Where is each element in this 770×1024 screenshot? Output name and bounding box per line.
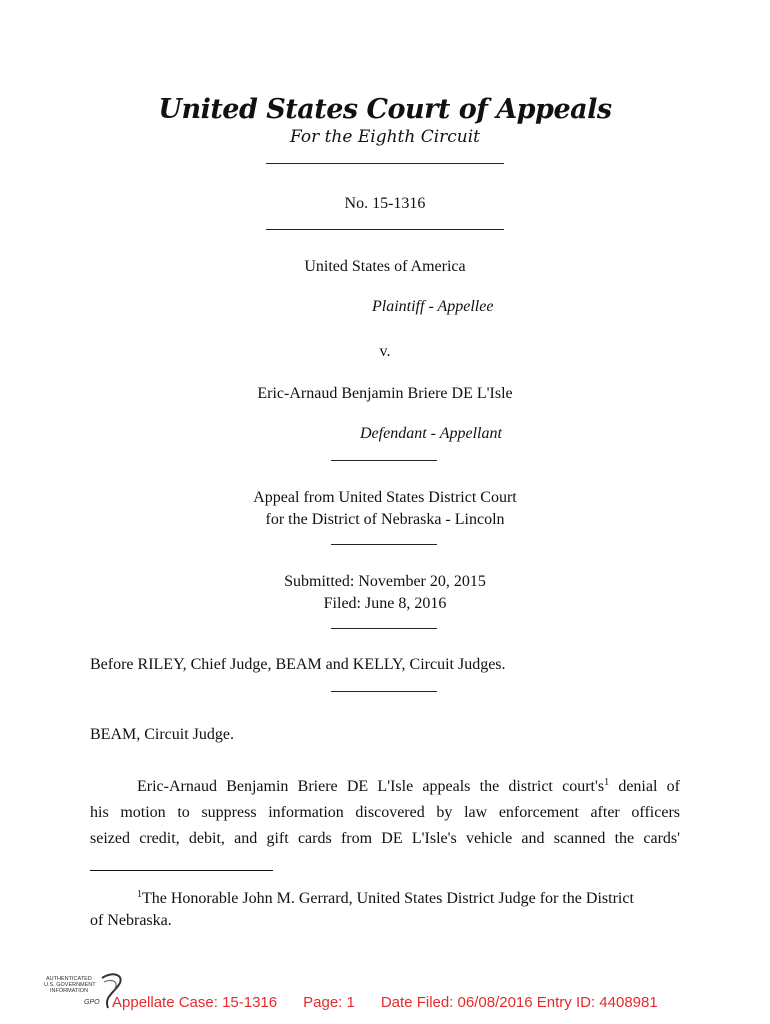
submitted-date: Submitted: November 20, 2015 xyxy=(284,573,486,590)
appeal-line-2: for the District of Nebraska - Lincoln xyxy=(265,511,505,528)
divider xyxy=(331,691,437,692)
opinion-line-2: his motion to suppress information discovered by law enforcement after officers xyxy=(90,804,680,821)
divider xyxy=(331,544,437,545)
versus: v. xyxy=(379,343,391,360)
court-name: United States Court of Appeals xyxy=(158,94,612,125)
plaintiff-role: Plaintiff - Appellee xyxy=(372,298,494,315)
opinion-line-3: seized credit, debit, and gift cards from DE L'Isle's vehicle and scanned the cards' xyxy=(90,830,680,847)
footnote-ref: 1 xyxy=(604,777,610,788)
divider xyxy=(266,163,504,164)
footer-appellate-case: Appellate Case: 15-1316 xyxy=(112,994,278,1011)
circuit-name: For the Eighth Circuit xyxy=(289,127,481,147)
divider xyxy=(266,229,504,230)
defendant-name: Eric-Arnaud Benjamin Briere DE L'Isle xyxy=(257,385,513,402)
footnote-divider xyxy=(90,870,273,871)
gpo-logo-line-3: INFORMATION xyxy=(50,988,89,994)
plaintiff-name: United States of America xyxy=(304,258,466,275)
footnote-line-1: $^1$The Honorable John M. Gerrard, United States District Judge for the District xyxy=(137,889,634,907)
footer-page: Page: 1 xyxy=(303,994,355,1011)
divider xyxy=(331,628,437,629)
defendant-role: Defendant - Appellant xyxy=(360,425,502,442)
gpo-logo-line-1: AUTHENTICATED xyxy=(46,976,92,982)
opinion-line-1: Eric-Arnaud Benjamin Briere DE L'Isle appeals the district $court's^1$ denial of xyxy=(137,777,680,795)
appeal-line-1: Appeal from United States District Court xyxy=(253,489,517,506)
footer-date-filed: Date Filed: 06/08/2016 Entry ID: 4408981 xyxy=(380,994,658,1011)
gpo-logo-line-2: U.S. GOVERNMENT xyxy=(44,982,96,988)
divider xyxy=(331,460,437,461)
gpo-logo-mark: GPO xyxy=(84,999,100,1006)
case-number: No. 15-1316 xyxy=(344,195,426,212)
filed-date: Filed: June 8, 2016 xyxy=(323,595,447,612)
author-line: BEAM, Circuit Judge. xyxy=(90,726,234,743)
footnote-line-2: of Nebraska. xyxy=(90,912,172,929)
panel-line: Before RILEY, Chief Judge, BEAM and KELLY, Circuit Judges. xyxy=(90,656,506,673)
filing-footer xyxy=(112,994,658,1011)
